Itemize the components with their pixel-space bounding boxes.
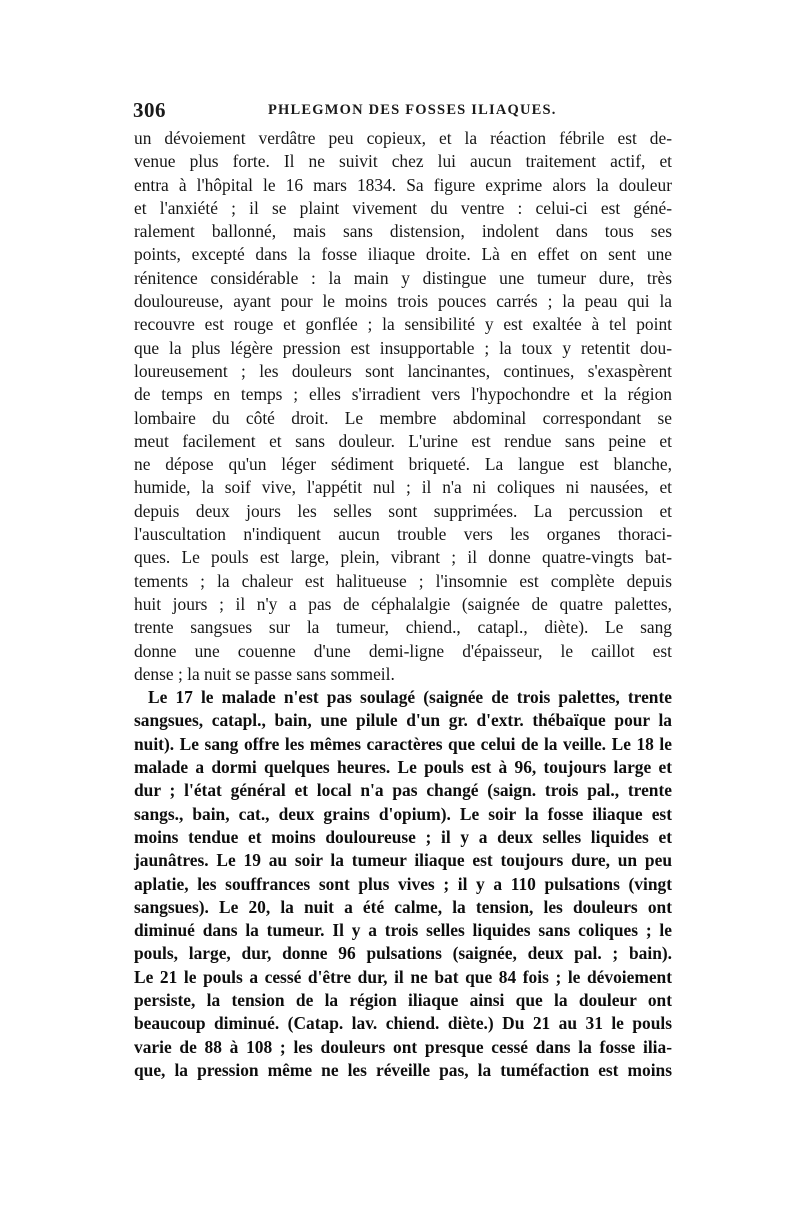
paragraph-first-line: Le 17 le malade n'est pas soulagé (saignée de trois palettes, trente xyxy=(148,687,672,708)
text-line: varie de 88 à 108 ; les douleurs ont presque cessé dans la fosse ilia- xyxy=(134,1036,672,1057)
text-line: de temps en temps ; elles s'irradient vers l'hypochondre et la région xyxy=(134,384,672,405)
text-line: aplatie, les souffrances sont plus vives ; il y a 110 pulsations (vingt xyxy=(134,873,672,894)
text-line: moins tendue et moins douloureuse ; il y a deux selles liquides et xyxy=(134,826,672,847)
text-line: donne une couenne d'une demi-ligne d'épaisseur, le caillot est xyxy=(134,640,672,661)
text-line: sangsues). Le 20, la nuit a été calme, la tension, les douleurs ont xyxy=(134,896,672,917)
text-line: entra à l'hôpital le 16 mars 1834. Sa figure exprime alors la douleur xyxy=(134,174,672,195)
text-line: recouvre est rouge et gonflée ; la sensibilité y est exaltée à tel point xyxy=(134,314,672,335)
text-line: dur ; l'état général et local n'a pas changé (saign. trois pal., trente xyxy=(134,780,672,801)
text-line: ne dépose qu'un léger sédiment briqueté. La langue est blanche, xyxy=(134,454,672,475)
text-line: lombaire du côté droit. Le membre abdominal correspondant se xyxy=(134,407,672,428)
running-title: PHLEGMON DES FOSSES ILIAQUES. xyxy=(268,102,557,118)
page-header xyxy=(133,98,673,128)
text-line: l'auscultation n'indiquent aucun trouble vers les organes thoraci- xyxy=(134,524,672,545)
text-line: tements ; la chaleur est halitueuse ; l'insomnie est complète depuis xyxy=(134,570,672,591)
text-line: loureusement ; les douleurs sont lancinantes, continues, s'exaspèrent xyxy=(134,360,672,381)
text-line: venue plus forte. Il ne suivit chez lui aucun traitement actif, et xyxy=(134,151,672,172)
text-line: humide, la soif vive, l'appétit nul ; il n'a ni coliques ni nausées, et xyxy=(134,477,672,498)
text-line: malade a dormi quelques heures. Le pouls est à 96, toujours large et xyxy=(134,757,672,778)
text-line: meut facilement et sans douleur. L'urine est rendue sans peine et xyxy=(134,430,672,451)
text-line: points, excepté dans la fosse iliaque droite. Là en effet on sent une xyxy=(134,244,672,265)
text-line: depuis deux jours les selles sont supprimées. La percussion et xyxy=(134,500,672,521)
text-line: huit jours ; il n'y a pas de céphalalgie (saignée de quatre palettes, xyxy=(134,593,672,614)
text-line: et l'anxiété ; il se plaint vivement du ventre : celui-ci est géné- xyxy=(134,197,672,218)
text-line: ralement ballonné, mais sans distension, indolent dans tous ses xyxy=(134,221,672,242)
text-line: diminué dans la tumeur. Il y a trois selles liquides sans coliques ; le xyxy=(134,920,672,941)
text-line: nuit). Le sang offre les mêmes caractères que celui de la veille. Le 18 le xyxy=(134,733,672,754)
text-line: trente sangsues sur la tumeur, chiend., catapl., diète). Le sang xyxy=(134,617,672,638)
text-line: persiste, la tension de la région iliaque ainsi que la douleur ont xyxy=(134,989,672,1010)
text-line: sangs., bain, cat., deux grains d'opium). Le soir la fosse iliaque est xyxy=(134,803,672,824)
text-line: ques. Le pouls est large, plein, vibrant ; il donne quatre-vingts bat- xyxy=(134,547,672,568)
page-number: 306 xyxy=(133,98,166,122)
text-line: rénitence considérable : la main y distingue une tumeur dure, très xyxy=(134,267,672,288)
text-line: pouls, large, dur, donne 96 pulsations (saignée, deux pal. ; bain). xyxy=(134,943,672,964)
text-line: douloureuse, ayant pour le moins trois pouces carrés ; la peau qui la xyxy=(134,291,672,312)
text-line: sangsues, catapl., bain, une pilule d'un gr. d'extr. thébaïque pour la xyxy=(134,710,672,731)
body-text xyxy=(134,127,672,1082)
text-line: un dévoiement verdâtre peu copieux, et la réaction fébrile est de- xyxy=(134,128,672,148)
text-line: que, la pression même ne les réveille pas, la tuméfaction est moins xyxy=(134,1059,672,1080)
text-line: beaucoup diminué. (Catap. lav. chiend. diète.) Du 21 au 31 le pouls xyxy=(134,1013,672,1034)
text-line: que la plus légère pression est insupportable ; la toux y retentit dou- xyxy=(134,337,672,358)
text-line: Le 21 le pouls a cessé d'être dur, il ne bat que 84 fois ; le dévoiement xyxy=(134,966,672,987)
text-line: jaunâtres. Le 19 au soir la tumeur iliaque est toujours dure, un peu xyxy=(134,850,672,871)
paragraph-last-line: dense ; la nuit se passe sans sommeil. xyxy=(134,663,395,684)
